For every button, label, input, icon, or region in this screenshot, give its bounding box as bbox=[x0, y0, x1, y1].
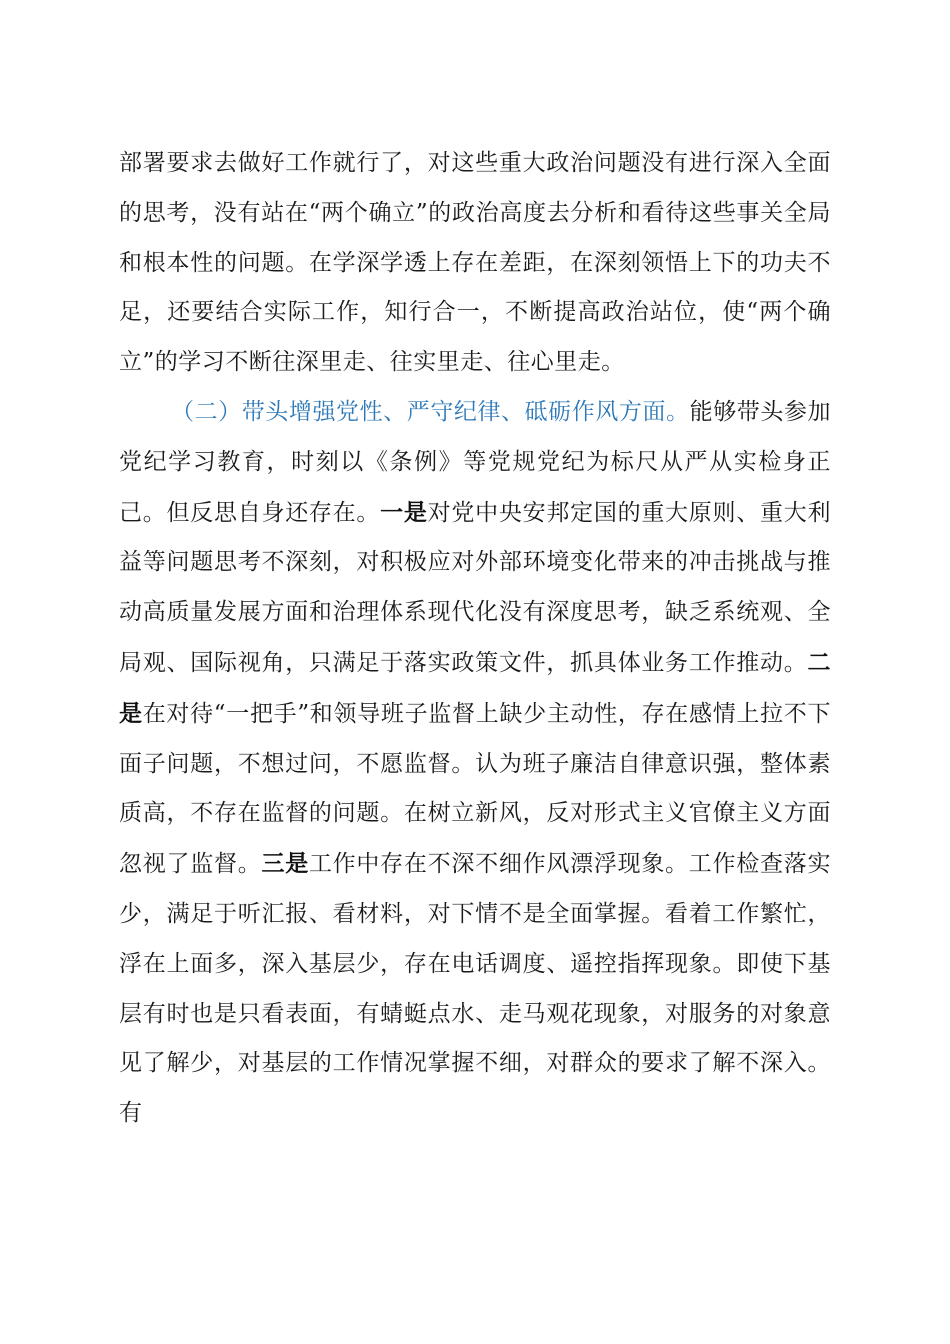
point-one-label: 一是 bbox=[380, 498, 428, 526]
point-one-text: 对党中央安邦定国的重大原则、重大利益等问题思考不深刻，对积极应对外部环境变化带来的冲击挑战与推动高质量发展方面和治理体系现代化没有深度思考，缺乏系统观、全局观、国际视角，只满足于落实政策文件，抓具体业务工作推动。 bbox=[119, 499, 832, 676]
point-two-label: 二是 bbox=[119, 648, 831, 727]
point-three-text: 工作中存在不深不细作风漂浮现象。工作检查落实少，满足于听汇报、看材料，对下情不是全面掌握。看着工作繁忙，浮在上面多，深入基层少，存在电话调度、遥控指挥现象。即使下基层有时也是只看表面，有蜻蜓点水、走马观花现象，对服务的对象意见了解少，对基层的工作情况掌握不细，对群众的要求了解不深入。有 bbox=[119, 851, 832, 1127]
paragraph-section-two bbox=[119, 388, 831, 1139]
section-heading: （二）带头增强党性、严守纪律、砥砺作风方面。 bbox=[171, 398, 690, 425]
document-body bbox=[119, 139, 831, 1139]
point-two-text: 在对待“一把手”和领导班子监督上缺少主动性，存在感情上拉不下面子问题，不想过问，不愿监督。认为班子廉洁自律意识强，整体素质高，不存在监督的问题。在树立新风，反对形式主义官僚主义方面忽视了监督。 bbox=[119, 700, 831, 878]
section-intro: 能够带头参加党纪学习教育，时刻以《条例》等党规党纪为标尺从严从实检身正己。但反思自身还存在。 bbox=[119, 398, 832, 526]
point-three-label: 三是 bbox=[261, 850, 309, 878]
paragraph-continuation: 部署要求去做好工作就行了，对这些重大政治问题没有进行深入全面的思考，没有站在“两个确立”的政治高度去分析和看待这些事关全局和根本性的问题。在学深学透上存在差距，在深刻领悟上下的功夫不足，还要结合实际工作，知行合一，不断提高政治站位，使“两个确立”的学习不断往深里走、往实里走、往心里走。 bbox=[119, 150, 831, 376]
